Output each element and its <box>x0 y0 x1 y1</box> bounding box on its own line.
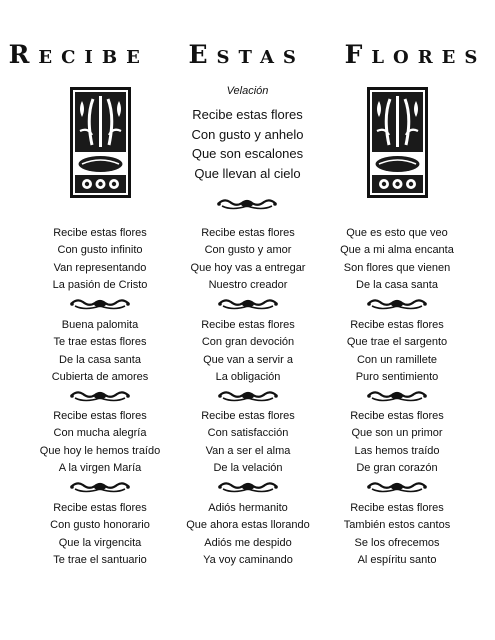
intro-verse <box>150 105 345 183</box>
verse-line: Puro sentimiento <box>355 370 439 383</box>
stanza <box>317 317 477 386</box>
verse-line: Van a ser el alma <box>205 444 291 457</box>
verse-line: Que son un primor <box>351 427 443 440</box>
verse-line: Con satisfacción <box>207 427 289 440</box>
scroll-flourish-icon <box>366 479 428 495</box>
verse-line: Con gusto honorario <box>50 519 150 532</box>
intro-line: Con gusto y anhelo <box>191 126 304 142</box>
verse-line: Que van a servir a <box>203 353 293 366</box>
verse-line: Nuestro creador <box>208 278 288 291</box>
intro-line: Que son escalones <box>191 146 304 161</box>
verse-line: Que ahora estas llorando <box>186 519 310 532</box>
verse-line: Ya voy caminando <box>203 553 293 566</box>
scroll-flourish-icon <box>69 296 131 312</box>
verse-line: Recibe estas flores <box>350 410 444 422</box>
verse-line: Que la virgencita <box>58 536 142 549</box>
scroll-flourish-icon <box>366 388 428 404</box>
verse-line: Las hemos traído <box>354 444 440 457</box>
verse-line: A la virgen María <box>58 461 142 474</box>
verse-line: La pasión de Cristo <box>52 278 148 291</box>
stanza <box>20 225 180 294</box>
aztec-flower-glyph-icon <box>70 87 131 198</box>
scroll-flourish-icon <box>69 479 131 495</box>
verse-line: Con mucha alegría <box>53 427 147 440</box>
verse-line: Son flores que vienen <box>343 261 451 274</box>
stanza <box>168 225 328 294</box>
verse-line: Buena palomita <box>61 319 139 331</box>
aztec-flower-glyph-icon <box>367 87 428 198</box>
verse-line: Recibe estas flores <box>350 319 444 331</box>
verse-line: Con gusto infinito <box>57 244 143 257</box>
verse-line: Al espíritu santo <box>357 553 437 566</box>
verse-line: Que a mi alma encanta <box>340 244 454 257</box>
stanza <box>168 500 328 569</box>
verse-line: Te trae estas flores <box>53 336 147 349</box>
verse-line: Con gran devoción <box>201 336 295 349</box>
verse-line: Recibe estas flores <box>53 227 147 239</box>
scroll-flourish-icon <box>217 296 279 312</box>
verse-line: Que hoy le hemos traído <box>39 444 161 457</box>
verse-line: Que hoy vas a entregar <box>190 261 306 274</box>
stanza <box>317 500 477 569</box>
intro-line: Recibe estas flores <box>192 107 303 122</box>
verse-line: De la velación <box>213 461 283 474</box>
scroll-flourish-icon <box>217 388 279 404</box>
scroll-flourish-icon <box>216 196 278 212</box>
verse-line: De gran corazón <box>356 461 438 474</box>
stanza <box>168 317 328 386</box>
subtitle: Velación <box>226 85 269 97</box>
verse-line: También estos cantos <box>343 519 451 532</box>
verse-line: Recibe estas flores <box>201 410 295 422</box>
verse-line: Recibe estas flores <box>350 502 444 514</box>
verse-line: Con gusto y amor <box>204 244 292 257</box>
stanza <box>317 408 477 477</box>
stanza <box>20 408 180 477</box>
verse-line: Adiós hermanito <box>208 502 288 514</box>
stanza <box>168 408 328 477</box>
scroll-flourish-icon <box>217 479 279 495</box>
verse-line: Recibe estas flores <box>201 319 295 331</box>
verse-line: Que es esto que veo <box>346 227 448 239</box>
scroll-flourish-icon <box>69 388 131 404</box>
stanza <box>317 225 477 294</box>
verse-line: De la casa santa <box>59 353 141 366</box>
verse-line: De la casa santa <box>356 278 438 291</box>
intro-line: Que llevan al cielo <box>194 165 301 181</box>
verse-line: Se los ofrecemos <box>354 536 440 549</box>
verse-line: Con un ramillete <box>356 353 438 366</box>
verse-line: Recibe estas flores <box>53 410 147 422</box>
verse-line: Cubierta de amores <box>51 370 149 383</box>
verse-line: Que trae el sargento <box>346 336 448 349</box>
verse-line: La obligación <box>215 370 281 383</box>
scroll-flourish-icon <box>366 296 428 312</box>
verse-line: Recibe estas flores <box>53 502 147 514</box>
stanza <box>20 500 180 569</box>
stanza <box>20 317 180 386</box>
page-title: Recibe Estas Flores <box>8 40 487 69</box>
verse-line: Adiós me despido <box>204 536 292 549</box>
verse-line: Van representando <box>53 261 147 274</box>
verse-line: Recibe estas flores <box>201 227 295 239</box>
verse-line: Te trae el santuario <box>53 553 147 566</box>
